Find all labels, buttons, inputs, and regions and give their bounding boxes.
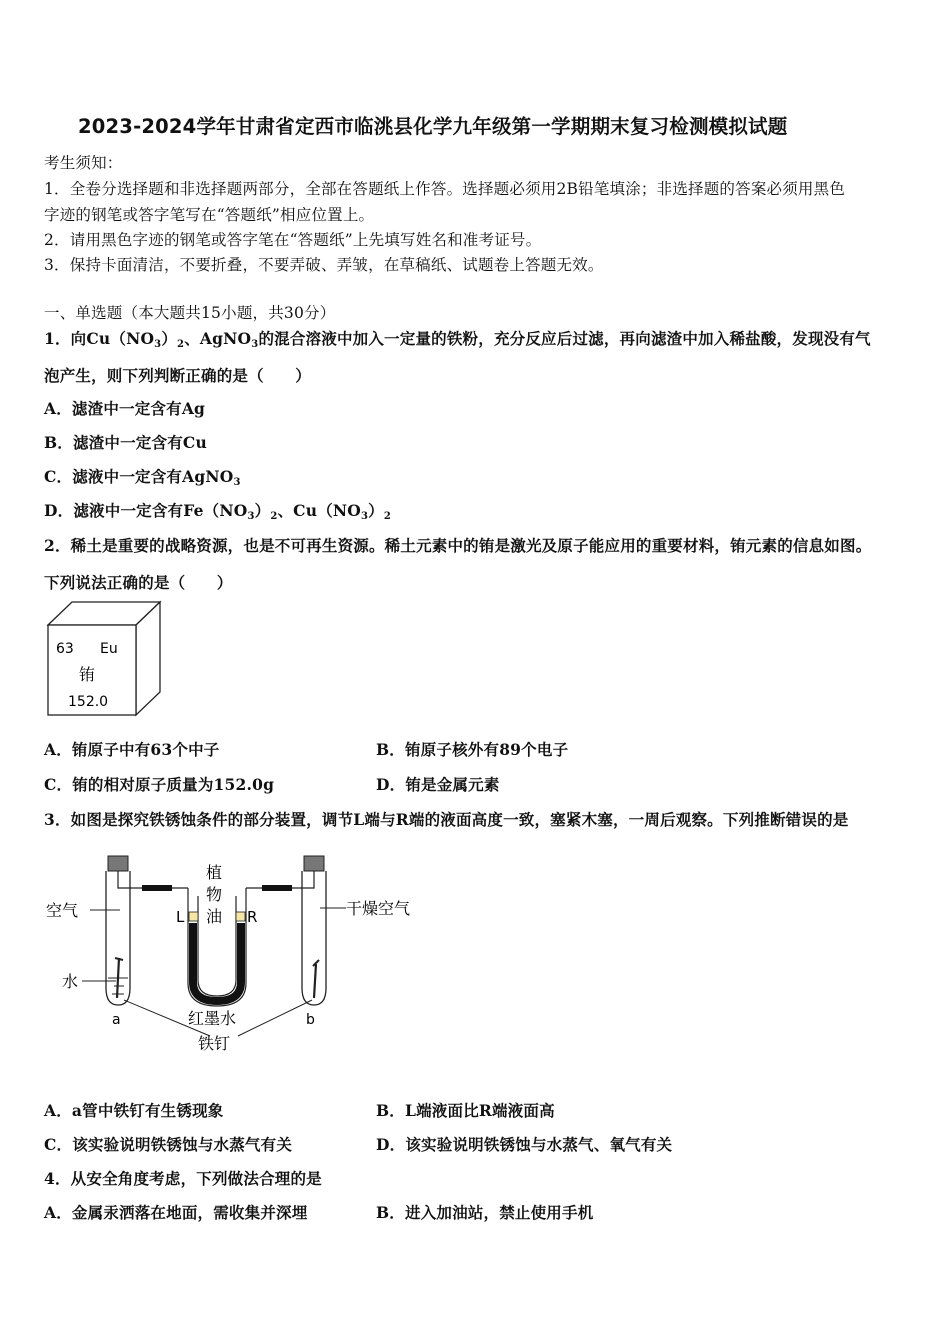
notice-line-1b: 字迹的钢笔或答字笔写在“答题纸”相应位置上。 bbox=[44, 206, 375, 224]
q4-option-b: B．进入加油站，禁止使用手机 bbox=[376, 1203, 594, 1222]
q2-stem: 2．稀土是重要的战略资源，也是不可再生资源。稀土元素中的铕是激光及原子能应用的重要材料，铕元素的信息如图。 bbox=[44, 536, 872, 555]
q1-stem-2: 泡产生，则下列判断正确的是（ ） bbox=[44, 366, 311, 385]
page-title: 2023-2024学年甘肃省定西市临洮县化学九年级第一学期期末复习检测模拟试题 bbox=[78, 115, 788, 138]
q1-option-a: A．滤渣中一定含有Ag bbox=[44, 399, 206, 418]
label-b: b bbox=[306, 1012, 315, 1028]
notice-line-1: 1．全卷分选择题和非选择题两部分，全部在答题纸上作答。选择题必须用2B铅笔填涂；非选择题的答案必须用黑色 bbox=[44, 180, 846, 198]
label-dry-air: 干燥空气 bbox=[346, 899, 411, 918]
element-number: 63 bbox=[56, 641, 74, 657]
nail-a-icon bbox=[117, 958, 119, 998]
label-a: a bbox=[112, 1012, 121, 1028]
q1-option-c: C．滤液中一定含有AgNO$_3$ bbox=[44, 467, 241, 488]
q2-option-d: D．铕是金属元素 bbox=[376, 775, 500, 794]
q1-option-b: B．滤渣中一定含有Cu bbox=[44, 433, 207, 452]
right-rubber-tube bbox=[262, 885, 292, 891]
q3-option-a: A．a管中铁钉有生锈现象 bbox=[44, 1101, 224, 1120]
label-water: 水 bbox=[62, 972, 79, 991]
nail-b-icon bbox=[314, 964, 316, 998]
q3-option-b: B．L端液面比R端液面高 bbox=[376, 1101, 555, 1120]
label-oil-1: 植 bbox=[206, 863, 223, 882]
q1-stem: 1．向$Cu(NO_3)_2$、AgNO$_3$的混合溶液中加入一定量的铁粉，充分反应后过滤，再向滤渣中加入稀盐酸，发现没有气 bbox=[44, 329, 871, 350]
element-name: 铕 bbox=[79, 665, 96, 684]
element-mass: 152.0 bbox=[68, 694, 109, 710]
oil-right bbox=[236, 912, 245, 921]
q1-option-d: D．滤液中一定含有$Fe(NO_3)_2$、$Cu(NO_3)_2$ bbox=[44, 501, 392, 522]
label-air: 空气 bbox=[46, 901, 79, 920]
left-stopper bbox=[108, 856, 128, 871]
q2-stem-2: 下列说法正确的是（ ） bbox=[44, 573, 233, 592]
q2-option-a: A．铕原子中有63个中子 bbox=[44, 740, 220, 759]
section-heading: 一、单选题（本大题共15小题，共30分） bbox=[44, 304, 336, 322]
right-stopper bbox=[304, 856, 324, 871]
q3-option-d: D．该实验说明铁锈蚀与水蒸气、氧气有关 bbox=[376, 1135, 673, 1154]
q4-option-a: A．金属汞洒落在地面，需收集并深埋 bbox=[44, 1203, 308, 1222]
element-symbol: Eu bbox=[100, 641, 118, 657]
label-L: L bbox=[176, 908, 185, 926]
nail-a-head-icon bbox=[115, 958, 123, 960]
oil-left bbox=[189, 912, 198, 921]
q3-option-c: C．该实验说明铁锈蚀与水蒸气有关 bbox=[44, 1135, 293, 1154]
nail-pointer-b bbox=[238, 1000, 312, 1036]
q2-option-b: B．铕原子核外有89个电子 bbox=[376, 740, 569, 759]
left-rubber-tube bbox=[142, 885, 172, 891]
notice-line-2: 2．请用黑色字迹的钢笔或答字笔在“答题纸”上先填写姓名和准考证号。 bbox=[44, 231, 542, 249]
label-oil-3: 油 bbox=[206, 907, 223, 926]
label-nail: 铁钉 bbox=[198, 1034, 231, 1053]
q2-option-c: C．铕的相对原子质量为152.0g bbox=[44, 775, 275, 794]
element-card bbox=[46, 600, 164, 718]
label-oil-2: 物 bbox=[206, 885, 223, 904]
rust-apparatus-diagram bbox=[40, 848, 430, 1058]
q4-stem: 4．从安全角度考虑，下列做法合理的是 bbox=[44, 1169, 322, 1188]
notice-heading: 考生须知： bbox=[44, 154, 123, 172]
label-red-ink: 红墨水 bbox=[188, 1009, 237, 1028]
q3-stem: 3．如图是探究铁锈蚀条件的部分装置，调节L端与R端的液面高度一致，塞紧木塞，一周后观察。下列推断错误的是 bbox=[44, 810, 849, 829]
notice-line-3: 3．保持卡面清洁，不要折叠，不要弄破、弄皱，在草稿纸、试题卷上答题无效。 bbox=[44, 256, 604, 274]
label-R: R bbox=[247, 908, 258, 926]
